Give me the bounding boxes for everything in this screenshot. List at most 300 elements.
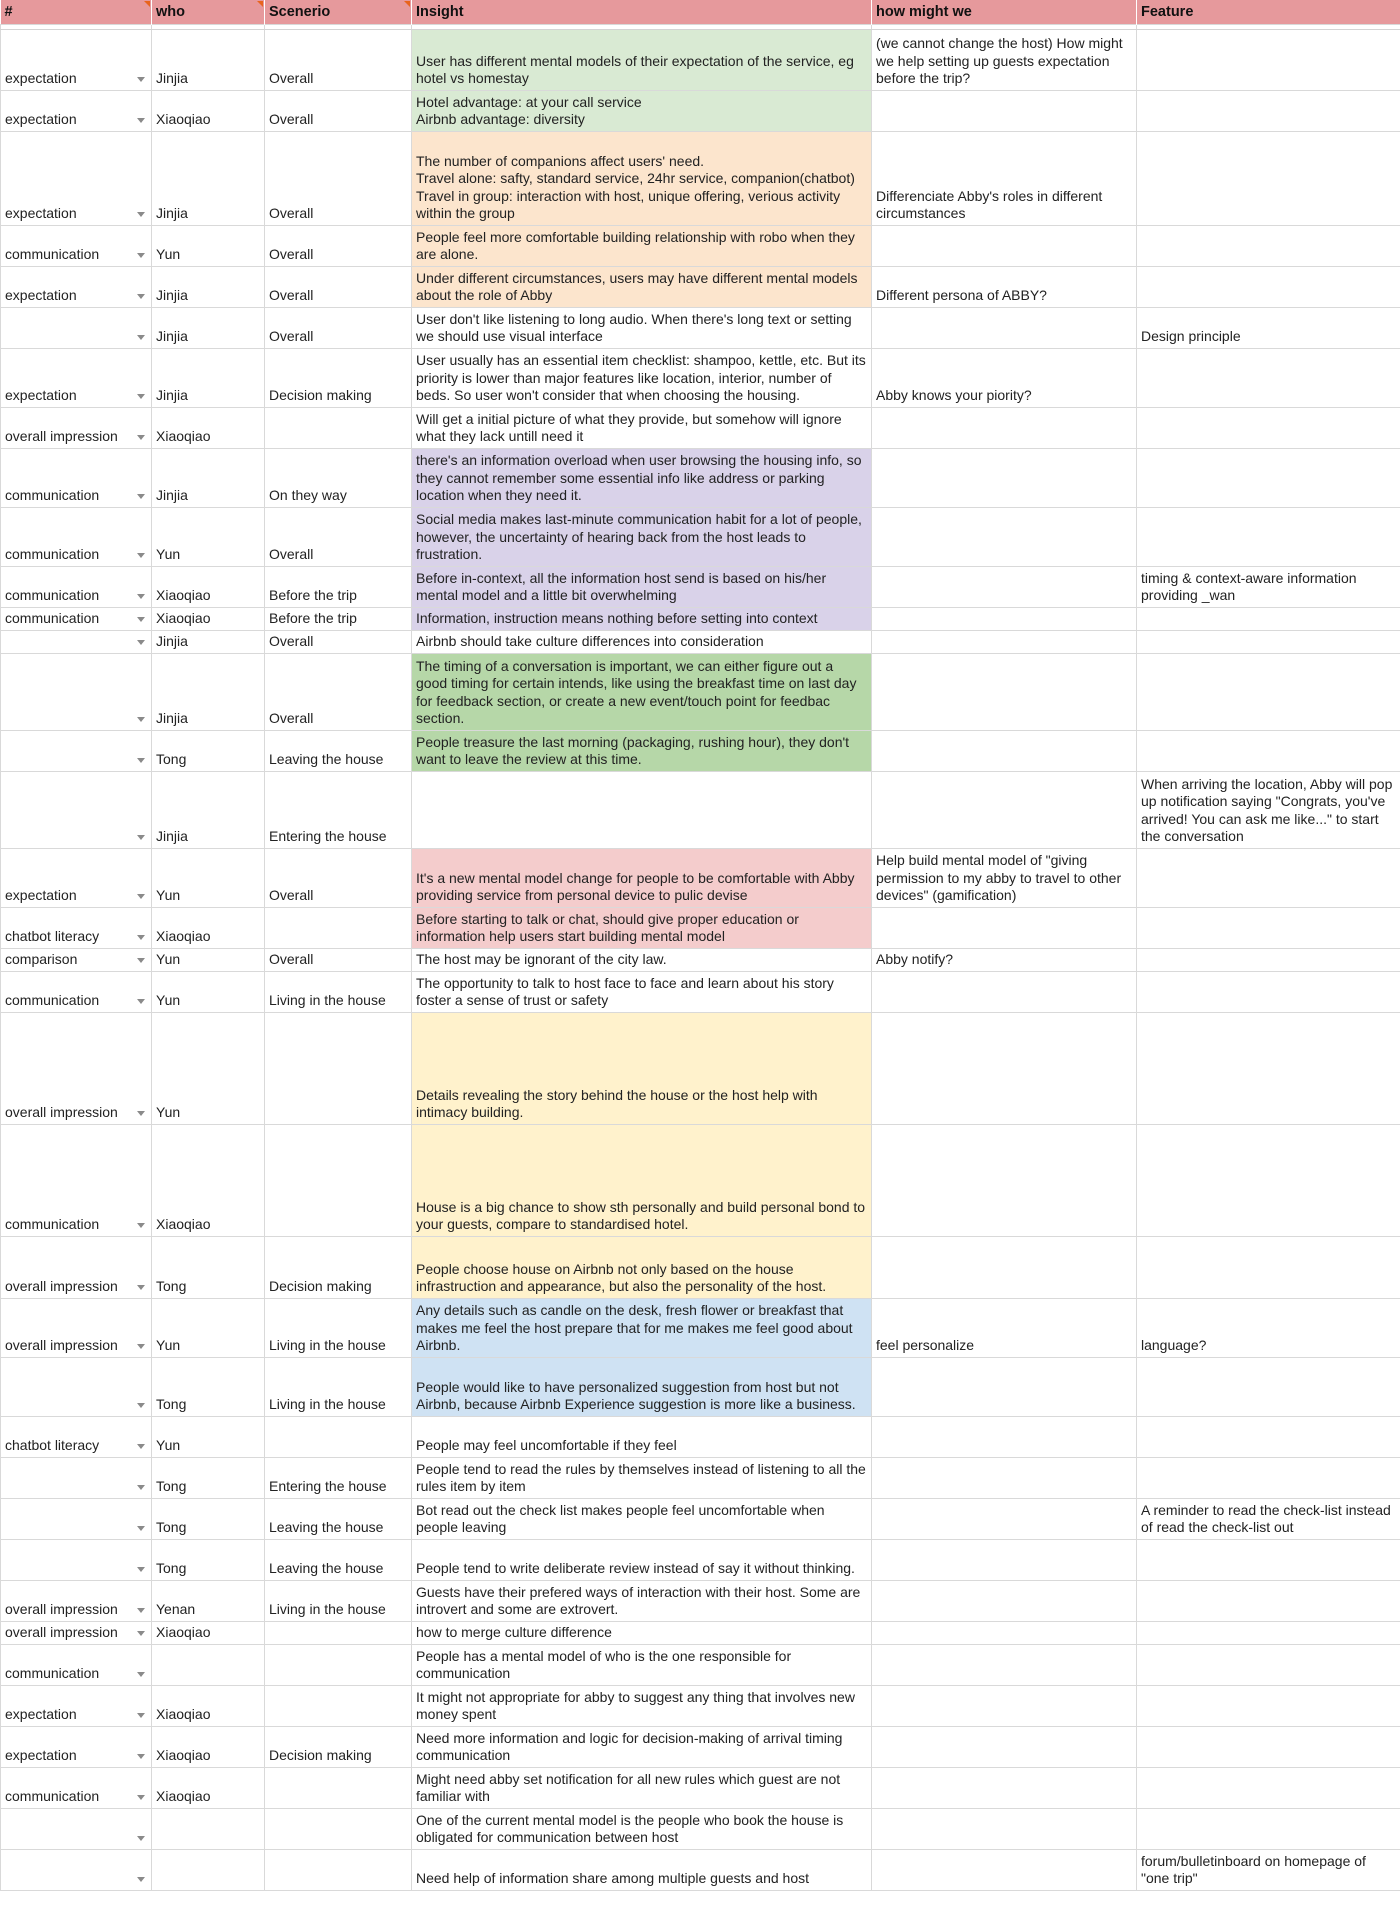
who-cell[interactable] bbox=[152, 1686, 265, 1727]
header-insight[interactable]: Insight bbox=[412, 0, 872, 25]
how-might-we-cell[interactable] bbox=[872, 608, 1137, 631]
how-might-we-cell[interactable] bbox=[872, 349, 1137, 408]
dropdown-arrow-icon[interactable] bbox=[137, 1877, 145, 1882]
how-might-we-cell[interactable] bbox=[872, 1540, 1137, 1581]
dropdown-arrow-icon[interactable] bbox=[137, 717, 145, 722]
who-cell[interactable] bbox=[152, 1809, 265, 1850]
dropdown-arrow-icon[interactable] bbox=[137, 1344, 145, 1349]
tag-dropdown-cell[interactable] bbox=[1, 1727, 152, 1768]
scenario-cell[interactable] bbox=[265, 132, 412, 226]
feature-cell[interactable] bbox=[1137, 308, 1400, 349]
feature-cell[interactable] bbox=[1137, 1458, 1400, 1499]
feature-cell[interactable] bbox=[1137, 1581, 1400, 1622]
who-cell[interactable] bbox=[152, 567, 265, 608]
who-cell[interactable] bbox=[152, 30, 265, 91]
scenario-cell[interactable] bbox=[265, 349, 412, 408]
table-row bbox=[1, 1417, 1400, 1458]
dropdown-arrow-icon[interactable] bbox=[137, 1223, 145, 1228]
feature-cell[interactable] bbox=[1137, 908, 1400, 949]
who-cell[interactable] bbox=[152, 1727, 265, 1768]
insight-cell-text: there's an information overload when user browsing the housing info, so they cannot remember some essential info like address or parking location when they need it. bbox=[416, 452, 862, 504]
dropdown-arrow-icon[interactable] bbox=[137, 1631, 145, 1636]
feature-cell[interactable] bbox=[1137, 1727, 1400, 1768]
tag-dropdown-cell[interactable] bbox=[1, 226, 152, 267]
dropdown-arrow-icon[interactable] bbox=[137, 1526, 145, 1531]
scenario-cell[interactable] bbox=[265, 849, 412, 908]
who-cell[interactable] bbox=[152, 731, 265, 772]
tag-dropdown-cell[interactable] bbox=[1, 1768, 152, 1809]
insight-cell[interactable] bbox=[412, 1768, 872, 1809]
feature-cell[interactable] bbox=[1137, 267, 1400, 308]
how-might-we-cell[interactable] bbox=[872, 267, 1137, 308]
feature-cell[interactable] bbox=[1137, 349, 1400, 408]
tag-dropdown-cell[interactable] bbox=[1, 1622, 152, 1645]
tag-dropdown-cell[interactable] bbox=[1, 267, 152, 308]
scenario-cell[interactable] bbox=[265, 449, 412, 508]
tag-dropdown-cell[interactable] bbox=[1, 1686, 152, 1727]
how-might-we-cell[interactable] bbox=[872, 1125, 1137, 1237]
dropdown-arrow-icon[interactable] bbox=[137, 1836, 145, 1841]
how-might-we-cell[interactable] bbox=[872, 1850, 1137, 1891]
tag-dropdown-cell[interactable] bbox=[1, 1237, 152, 1299]
scenario-cell-text: Living in the house bbox=[269, 1396, 386, 1413]
who-cell-text: Xiaoqiao bbox=[156, 928, 211, 945]
tag-dropdown-cell[interactable] bbox=[1, 1299, 152, 1358]
insight-cell[interactable] bbox=[412, 1622, 872, 1645]
feature-cell[interactable] bbox=[1137, 1622, 1400, 1645]
scenario-cell[interactable] bbox=[265, 731, 412, 772]
who-cell[interactable] bbox=[152, 949, 265, 972]
scenario-cell[interactable] bbox=[265, 1622, 412, 1645]
scenario-cell[interactable] bbox=[265, 1237, 412, 1299]
who-cell[interactable] bbox=[152, 908, 265, 949]
table-row bbox=[1, 908, 1400, 949]
dropdown-arrow-icon[interactable] bbox=[137, 294, 145, 299]
scenario-cell[interactable] bbox=[265, 1581, 412, 1622]
scenario-cell-text: Overall bbox=[269, 887, 314, 904]
who-cell[interactable] bbox=[152, 308, 265, 349]
tag-dropdown-cell[interactable] bbox=[1, 508, 152, 567]
header-who[interactable]: who bbox=[152, 0, 265, 25]
tag-dropdown-cell[interactable] bbox=[1, 1540, 152, 1581]
tag-dropdown-cell[interactable] bbox=[1, 1013, 152, 1125]
tag-dropdown-cell[interactable] bbox=[1, 654, 152, 731]
tag-dropdown-cell[interactable] bbox=[1, 408, 152, 449]
feature-cell[interactable] bbox=[1137, 849, 1400, 908]
insight-cell[interactable] bbox=[412, 1540, 872, 1581]
insight-cell[interactable] bbox=[412, 1299, 872, 1358]
feature-cell[interactable] bbox=[1137, 1540, 1400, 1581]
insight-cell[interactable] bbox=[412, 1417, 872, 1458]
how-might-we-cell[interactable] bbox=[872, 408, 1137, 449]
table-row bbox=[1, 1013, 1400, 1125]
how-might-we-cell[interactable] bbox=[872, 308, 1137, 349]
how-might-we-cell[interactable] bbox=[872, 1727, 1137, 1768]
scenario-cell[interactable] bbox=[265, 1358, 412, 1417]
who-cell[interactable] bbox=[152, 132, 265, 226]
insight-cell[interactable] bbox=[412, 30, 872, 91]
tag-dropdown-cell[interactable] bbox=[1, 731, 152, 772]
how-might-we-cell[interactable] bbox=[872, 849, 1137, 908]
header-feature[interactable]: Feature bbox=[1137, 0, 1400, 25]
how-might-we-cell[interactable] bbox=[872, 972, 1137, 1013]
tag-dropdown-cell[interactable] bbox=[1, 1358, 152, 1417]
insight-cell[interactable] bbox=[412, 508, 872, 567]
tag-dropdown-cell[interactable] bbox=[1, 30, 152, 91]
how-might-we-cell[interactable] bbox=[872, 1299, 1137, 1358]
feature-cell[interactable] bbox=[1137, 226, 1400, 267]
tag-dropdown-cell[interactable] bbox=[1, 1499, 152, 1540]
insight-cell[interactable] bbox=[412, 849, 872, 908]
table-row bbox=[1, 1581, 1400, 1622]
tag-dropdown-cell[interactable] bbox=[1, 1809, 152, 1850]
insight-cell[interactable] bbox=[412, 1358, 872, 1417]
scenario-cell-text: Living in the house bbox=[269, 1601, 386, 1618]
scenario-cell[interactable] bbox=[265, 1727, 412, 1768]
feature-cell[interactable] bbox=[1137, 1013, 1400, 1125]
how-might-we-cell[interactable] bbox=[872, 949, 1137, 972]
feature-cell[interactable] bbox=[1137, 1417, 1400, 1458]
how-might-we-cell[interactable] bbox=[872, 1237, 1137, 1299]
who-cell[interactable] bbox=[152, 1768, 265, 1809]
how-might-we-cell[interactable] bbox=[872, 908, 1137, 949]
scenario-cell[interactable] bbox=[265, 1850, 412, 1891]
insight-cell[interactable] bbox=[412, 631, 872, 654]
who-cell[interactable] bbox=[152, 1645, 265, 1686]
tag-dropdown-cell-text: expectation bbox=[5, 1747, 77, 1764]
tag-dropdown-cell[interactable] bbox=[1, 972, 152, 1013]
dropdown-arrow-icon[interactable] bbox=[137, 335, 145, 340]
scenario-cell[interactable] bbox=[265, 908, 412, 949]
header-scenario[interactable]: Scenerio bbox=[265, 0, 412, 25]
scenario-cell[interactable] bbox=[265, 631, 412, 654]
scenario-cell[interactable] bbox=[265, 1125, 412, 1237]
how-might-we-cell[interactable] bbox=[872, 731, 1137, 772]
scenario-cell[interactable] bbox=[265, 567, 412, 608]
scenario-cell[interactable] bbox=[265, 772, 412, 849]
scenario-cell[interactable] bbox=[265, 30, 412, 91]
insight-cell[interactable] bbox=[412, 1645, 872, 1686]
how-might-we-cell[interactable] bbox=[872, 1622, 1137, 1645]
how-might-we-cell[interactable] bbox=[872, 508, 1137, 567]
insight-cell[interactable] bbox=[412, 1581, 872, 1622]
insight-cell[interactable] bbox=[412, 449, 872, 508]
feature-cell[interactable] bbox=[1137, 1299, 1400, 1358]
how-might-we-cell[interactable] bbox=[872, 1458, 1137, 1499]
who-cell[interactable] bbox=[152, 1237, 265, 1299]
who-cell[interactable] bbox=[152, 1358, 265, 1417]
scenario-cell[interactable] bbox=[265, 1686, 412, 1727]
insight-cell[interactable] bbox=[412, 267, 872, 308]
insight-cell[interactable] bbox=[412, 1237, 872, 1299]
insight-cell[interactable] bbox=[412, 1850, 872, 1891]
dropdown-arrow-icon[interactable] bbox=[137, 617, 145, 622]
feature-cell[interactable] bbox=[1137, 1358, 1400, 1417]
who-cell[interactable] bbox=[152, 1417, 265, 1458]
tag-dropdown-cell[interactable] bbox=[1, 308, 152, 349]
tag-dropdown-cell[interactable] bbox=[1, 1645, 152, 1686]
who-cell[interactable] bbox=[152, 1299, 265, 1358]
tag-dropdown-cell[interactable] bbox=[1, 1458, 152, 1499]
feature-cell[interactable] bbox=[1137, 1645, 1400, 1686]
feature-cell[interactable] bbox=[1137, 508, 1400, 567]
how-might-we-cell-text: (we cannot change the host) How might we help setting up guests expectation before the trip? bbox=[876, 35, 1123, 87]
who-cell[interactable] bbox=[152, 849, 265, 908]
how-might-we-cell[interactable] bbox=[872, 1581, 1137, 1622]
feature-cell-text: language? bbox=[1141, 1337, 1207, 1354]
feature-cell[interactable] bbox=[1137, 608, 1400, 631]
tag-dropdown-cell[interactable] bbox=[1, 949, 152, 972]
how-might-we-cell[interactable] bbox=[872, 449, 1137, 508]
dropdown-arrow-icon[interactable] bbox=[137, 1795, 145, 1800]
tag-dropdown-cell[interactable] bbox=[1, 91, 152, 132]
tag-dropdown-cell-text: communication bbox=[5, 1788, 100, 1805]
feature-cell-text: timing & context-aware information providing _wan bbox=[1141, 569, 1357, 604]
who-cell-text: Jinjia bbox=[156, 633, 188, 650]
how-might-we-cell[interactable] bbox=[872, 1499, 1137, 1540]
scenario-cell[interactable] bbox=[265, 1013, 412, 1125]
how-might-we-cell[interactable] bbox=[872, 1417, 1137, 1458]
dropdown-arrow-icon[interactable] bbox=[137, 394, 145, 399]
scenario-cell[interactable] bbox=[265, 1768, 412, 1809]
who-cell[interactable] bbox=[152, 91, 265, 132]
table-row bbox=[1, 1237, 1400, 1299]
scenario-cell[interactable] bbox=[265, 91, 412, 132]
insight-cell[interactable] bbox=[412, 408, 872, 449]
how-might-we-cell[interactable] bbox=[872, 567, 1137, 608]
dropdown-arrow-icon[interactable] bbox=[137, 758, 145, 763]
who-cell[interactable] bbox=[152, 1540, 265, 1581]
insight-cell[interactable] bbox=[412, 908, 872, 949]
table-row bbox=[1, 567, 1400, 608]
dropdown-arrow-icon[interactable] bbox=[137, 958, 145, 963]
tag-dropdown-cell[interactable] bbox=[1, 132, 152, 226]
scenario-cell-text: Overall bbox=[269, 546, 314, 563]
table-row bbox=[1, 1850, 1400, 1891]
dropdown-arrow-icon[interactable] bbox=[137, 1608, 145, 1613]
dropdown-arrow-icon[interactable] bbox=[137, 640, 145, 645]
scenario-cell-text: Overall bbox=[269, 246, 314, 263]
how-might-we-cell[interactable] bbox=[872, 1358, 1137, 1417]
who-cell[interactable] bbox=[152, 1850, 265, 1891]
insight-cell[interactable] bbox=[412, 226, 872, 267]
scenario-cell[interactable] bbox=[265, 408, 412, 449]
how-might-we-cell[interactable] bbox=[872, 226, 1137, 267]
insight-cell[interactable] bbox=[412, 132, 872, 226]
dropdown-arrow-icon[interactable] bbox=[137, 253, 145, 258]
tag-dropdown-cell[interactable] bbox=[1, 567, 152, 608]
tag-dropdown-cell[interactable] bbox=[1, 849, 152, 908]
feature-cell[interactable] bbox=[1137, 772, 1400, 849]
tag-dropdown-cell[interactable] bbox=[1, 1125, 152, 1237]
scenario-cell-text: Overall bbox=[269, 328, 314, 345]
header-tag[interactable]: # bbox=[1, 0, 152, 25]
insight-cell[interactable] bbox=[412, 91, 872, 132]
who-cell[interactable] bbox=[152, 408, 265, 449]
dropdown-arrow-icon[interactable] bbox=[137, 835, 145, 840]
how-might-we-cell[interactable] bbox=[872, 1645, 1137, 1686]
dropdown-arrow-icon[interactable] bbox=[137, 1444, 145, 1449]
feature-cell[interactable] bbox=[1137, 1809, 1400, 1850]
scenario-cell-text: Living in the house bbox=[269, 992, 386, 1009]
who-cell[interactable] bbox=[152, 449, 265, 508]
who-cell[interactable] bbox=[152, 226, 265, 267]
feature-cell[interactable] bbox=[1137, 30, 1400, 91]
dropdown-arrow-icon[interactable] bbox=[137, 118, 145, 123]
how-might-we-cell[interactable] bbox=[872, 1013, 1137, 1125]
feature-cell[interactable] bbox=[1137, 731, 1400, 772]
insight-cell[interactable] bbox=[412, 731, 872, 772]
how-might-we-cell[interactable] bbox=[872, 654, 1137, 731]
dropdown-arrow-icon[interactable] bbox=[137, 1754, 145, 1759]
scenario-cell[interactable] bbox=[265, 226, 412, 267]
who-cell[interactable] bbox=[152, 1499, 265, 1540]
scenario-cell[interactable] bbox=[265, 267, 412, 308]
dropdown-arrow-icon[interactable] bbox=[137, 935, 145, 940]
feature-cell[interactable] bbox=[1137, 1686, 1400, 1727]
how-might-we-cell[interactable] bbox=[872, 30, 1137, 91]
dropdown-arrow-icon[interactable] bbox=[137, 553, 145, 558]
feature-cell[interactable] bbox=[1137, 654, 1400, 731]
scenario-cell[interactable] bbox=[265, 1417, 412, 1458]
tag-dropdown-cell[interactable] bbox=[1, 349, 152, 408]
how-might-we-cell[interactable] bbox=[872, 91, 1137, 132]
insight-cell-text: Bot read out the check list makes people feel uncomfortable when people leaving bbox=[416, 1501, 825, 1536]
who-cell[interactable] bbox=[152, 267, 265, 308]
insight-cell[interactable] bbox=[412, 1809, 872, 1850]
dropdown-arrow-icon[interactable] bbox=[137, 894, 145, 899]
tag-dropdown-cell[interactable] bbox=[1, 449, 152, 508]
table-row bbox=[1, 1645, 1400, 1686]
scenario-cell[interactable] bbox=[265, 1645, 412, 1686]
scenario-cell[interactable] bbox=[265, 508, 412, 567]
scenario-cell[interactable] bbox=[265, 1499, 412, 1540]
tag-dropdown-cell[interactable] bbox=[1, 908, 152, 949]
dropdown-arrow-icon[interactable] bbox=[137, 1485, 145, 1490]
dropdown-arrow-icon[interactable] bbox=[137, 1403, 145, 1408]
who-cell[interactable] bbox=[152, 654, 265, 731]
insight-cell[interactable] bbox=[412, 1125, 872, 1237]
how-might-we-cell[interactable] bbox=[872, 631, 1137, 654]
scenario-cell-text: Overall bbox=[269, 710, 314, 727]
how-might-we-cell[interactable] bbox=[872, 1686, 1137, 1727]
feature-cell[interactable] bbox=[1137, 1125, 1400, 1237]
feature-cell[interactable] bbox=[1137, 1768, 1400, 1809]
feature-cell[interactable] bbox=[1137, 949, 1400, 972]
insight-cell[interactable] bbox=[412, 349, 872, 408]
who-cell[interactable] bbox=[152, 349, 265, 408]
dropdown-arrow-icon[interactable] bbox=[137, 494, 145, 499]
dropdown-arrow-icon[interactable] bbox=[137, 594, 145, 599]
scenario-cell[interactable] bbox=[265, 1458, 412, 1499]
insight-cell[interactable] bbox=[412, 308, 872, 349]
who-cell[interactable] bbox=[152, 1458, 265, 1499]
scenario-cell[interactable] bbox=[265, 608, 412, 631]
feature-cell[interactable] bbox=[1137, 408, 1400, 449]
tag-dropdown-cell[interactable] bbox=[1, 1417, 152, 1458]
tag-dropdown-cell[interactable] bbox=[1, 631, 152, 654]
how-might-we-cell[interactable] bbox=[872, 1768, 1137, 1809]
header-how-might-we[interactable]: how might we bbox=[872, 0, 1137, 25]
scenario-cell[interactable] bbox=[265, 949, 412, 972]
tag-dropdown-cell-text: overall impression bbox=[5, 1278, 118, 1295]
how-might-we-cell-text: Help build mental model of "giving permission to my abby to travel to other devices" (gamification) bbox=[876, 852, 1122, 904]
insight-cell[interactable] bbox=[412, 1499, 872, 1540]
insight-cell-text: The opportunity to talk to host face to face and learn about his story foster a sense of trust or safety bbox=[416, 974, 834, 1009]
table-row bbox=[1, 1686, 1400, 1727]
dropdown-arrow-icon[interactable] bbox=[137, 1713, 145, 1718]
who-cell[interactable] bbox=[152, 772, 265, 849]
insight-cell[interactable] bbox=[412, 1686, 872, 1727]
who-cell[interactable] bbox=[152, 508, 265, 567]
who-cell[interactable] bbox=[152, 1013, 265, 1125]
who-cell[interactable] bbox=[152, 972, 265, 1013]
feature-cell[interactable] bbox=[1137, 631, 1400, 654]
insight-cell[interactable] bbox=[412, 1458, 872, 1499]
scenario-cell-text: Overall bbox=[269, 111, 314, 128]
who-cell-text: Xiaoqiao bbox=[156, 587, 211, 604]
who-cell[interactable] bbox=[152, 631, 265, 654]
scenario-cell[interactable] bbox=[265, 654, 412, 731]
dropdown-arrow-icon[interactable] bbox=[137, 77, 145, 82]
scenario-cell-text: Living in the house bbox=[269, 1337, 386, 1354]
who-cell[interactable] bbox=[152, 1125, 265, 1237]
tag-dropdown-cell[interactable] bbox=[1, 1581, 152, 1622]
scenario-cell[interactable] bbox=[265, 1299, 412, 1358]
insight-cell[interactable] bbox=[412, 772, 872, 849]
feature-cell[interactable] bbox=[1137, 1237, 1400, 1299]
feature-cell[interactable] bbox=[1137, 1499, 1400, 1540]
insight-cell[interactable] bbox=[412, 1727, 872, 1768]
how-might-we-cell[interactable] bbox=[872, 1809, 1137, 1850]
insight-cell[interactable] bbox=[412, 654, 872, 731]
feature-cell[interactable] bbox=[1137, 972, 1400, 1013]
feature-cell[interactable] bbox=[1137, 91, 1400, 132]
dropdown-arrow-icon[interactable] bbox=[137, 1672, 145, 1677]
insight-cell[interactable] bbox=[412, 608, 872, 631]
dropdown-arrow-icon[interactable] bbox=[137, 1285, 145, 1290]
insight-cell[interactable] bbox=[412, 1013, 872, 1125]
scenario-cell[interactable] bbox=[265, 308, 412, 349]
who-cell[interactable] bbox=[152, 608, 265, 631]
scenario-cell[interactable] bbox=[265, 1809, 412, 1850]
feature-cell[interactable] bbox=[1137, 1850, 1400, 1891]
feature-cell[interactable] bbox=[1137, 449, 1400, 508]
how-might-we-cell[interactable] bbox=[872, 772, 1137, 849]
dropdown-arrow-icon[interactable] bbox=[137, 435, 145, 440]
dropdown-arrow-icon[interactable] bbox=[137, 1111, 145, 1116]
insight-cell[interactable] bbox=[412, 949, 872, 972]
who-cell[interactable] bbox=[152, 1622, 265, 1645]
who-cell[interactable] bbox=[152, 1581, 265, 1622]
feature-cell[interactable] bbox=[1137, 567, 1400, 608]
scenario-cell[interactable] bbox=[265, 1540, 412, 1581]
tag-dropdown-cell[interactable] bbox=[1, 608, 152, 631]
insight-cell-text: User don't like listening to long audio. When there's long text or setting we should use visual interface bbox=[416, 310, 852, 345]
insight-cell[interactable] bbox=[412, 567, 872, 608]
tag-dropdown-cell[interactable] bbox=[1, 1850, 152, 1891]
feature-cell[interactable] bbox=[1137, 132, 1400, 226]
dropdown-arrow-icon[interactable] bbox=[137, 999, 145, 1004]
tag-dropdown-cell[interactable] bbox=[1, 772, 152, 849]
dropdown-arrow-icon[interactable] bbox=[137, 212, 145, 217]
dropdown-arrow-icon[interactable] bbox=[137, 1567, 145, 1572]
scenario-cell[interactable] bbox=[265, 972, 412, 1013]
who-cell-text: Yun bbox=[156, 1104, 181, 1121]
how-might-we-cell[interactable] bbox=[872, 132, 1137, 226]
insight-cell[interactable] bbox=[412, 972, 872, 1013]
who-cell-text: Yun bbox=[156, 1437, 181, 1454]
